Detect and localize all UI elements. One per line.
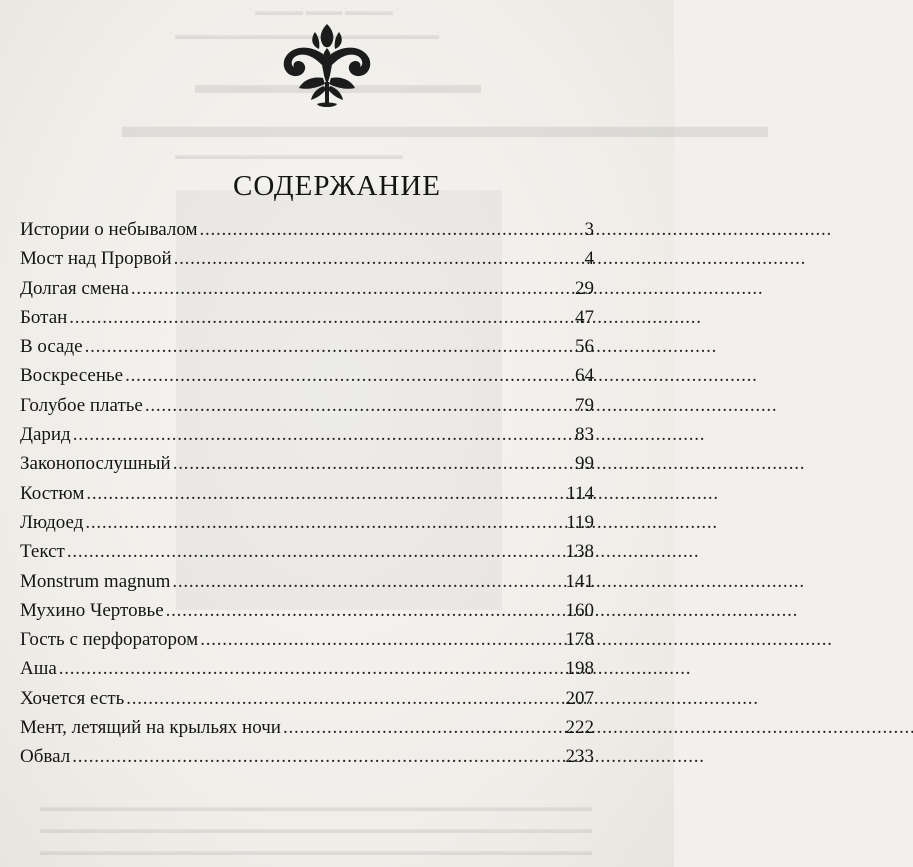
toc-entry-page-number: 141 [565, 570, 594, 592]
toc-entry-page-number: 233 [565, 746, 594, 768]
page-title: СОДЕРЖАНИЕ [233, 170, 441, 202]
toc-entry-title: Мухино Чертовье [20, 599, 164, 621]
toc-entry-title: Людоед [20, 511, 84, 533]
toc-dot-leader [166, 600, 563, 622]
bleed-through-line: ▬▬▬▬▬▬▬▬▬▬▬▬▬▬▬▬▬▬▬▬▬▬▬▬▬▬▬▬▬▬▬▬▬▬▬▬▬▬▬▬▬▬▬▬▬▬ [40, 800, 592, 814]
toc-dot-leader [125, 365, 572, 387]
toc-entry-title: Голубое платье [20, 394, 143, 416]
toc-entry [20, 395, 594, 424]
toc-entry [20, 248, 594, 277]
bleed-through-line: ▬▬▬▬▬▬▬▬▬▬▬▬▬▬▬▬▬▬▬▬▬▬ [175, 28, 439, 42]
toc-dot-leader [73, 424, 572, 446]
toc-entry [20, 746, 594, 775]
toc-entry-title: Хочется есть [20, 687, 125, 709]
toc-entry-title: Долгая смена [20, 277, 129, 299]
toc-entry [20, 453, 594, 482]
toc-entry [20, 512, 594, 541]
toc-entry-title: Законопослушный [20, 453, 171, 475]
bleed-through-line: ▬▬▬▬▬▬▬▬▬▬▬▬▬▬▬▬▬▬▬▬▬▬▬▬▬▬▬▬▬▬▬▬▬▬▬▬▬▬▬▬▬▬▬▬▬▬ [40, 822, 592, 836]
bleed-through-line: ▬▬▬▬▬▬▬▬▬▬▬▬▬▬▬▬▬▬▬ [122, 108, 768, 145]
toc-entry-page-number: 99 [575, 453, 594, 475]
toc-entry-title: Monstrum magnum [20, 570, 171, 592]
toc-dot-leader [59, 658, 563, 680]
toc-entry-page-number: 83 [575, 424, 594, 446]
toc-entry-title: Обвал [20, 746, 71, 768]
toc-entry [20, 424, 594, 453]
toc-dot-leader [72, 746, 562, 768]
toc-entry [20, 365, 594, 394]
toc-dot-leader [131, 278, 572, 300]
toc-dot-leader [200, 219, 582, 241]
toc-entry-page-number: 160 [565, 599, 594, 621]
toc-entry [20, 307, 594, 336]
toc-entry-title: Воскресенье [20, 365, 124, 387]
toc-entry-page-number: 198 [565, 658, 594, 680]
toc-entry-title: Текст [20, 541, 65, 563]
bleed-through-line: ▬▬▬▬▬▬▬▬▬▬▬▬▬▬▬▬▬▬▬▬▬▬▬▬▬▬▬▬▬▬▬▬▬▬▬▬▬▬▬▬▬▬▬▬▬▬ [40, 844, 592, 858]
toc-entry-title: Мент, летящий на крыльях ночи [20, 717, 281, 739]
toc-dot-leader [126, 688, 562, 710]
toc-entry-page-number: 3 [584, 219, 594, 240]
toc-entry-title: Ботан [20, 306, 68, 328]
toc-entry [20, 688, 594, 717]
toc-entry [20, 717, 594, 746]
bleed-through-line: ▬▬▬▬▬▬▬▬▬▬▬▬▬▬▬▬▬▬▬ [175, 148, 403, 162]
toc-entry [20, 571, 594, 600]
toc-entry-title: Аша [20, 658, 57, 680]
toc-entry-page-number: 178 [565, 629, 594, 651]
toc-entry-title: Истории о небывалом [20, 219, 198, 240]
toc-dot-leader [145, 395, 572, 417]
toc-dot-leader [283, 717, 563, 739]
toc-entry-page-number: 207 [565, 687, 594, 709]
toc-entry-title: В осаде [20, 336, 83, 358]
toc-dot-leader [85, 512, 563, 534]
toc-entry [20, 483, 594, 512]
floral-ornament-icon [279, 22, 375, 110]
toc-entry-page-number: 56 [575, 336, 594, 358]
toc-dot-leader [200, 629, 562, 651]
toc-entry-title: Дарид [20, 424, 71, 446]
toc-entry-page-number: 29 [575, 277, 594, 299]
toc-entry [20, 219, 594, 248]
toc-entry-page-number: 114 [566, 482, 594, 504]
toc-entry [20, 600, 594, 629]
toc-entry [20, 336, 594, 365]
toc-dot-leader [69, 307, 572, 329]
toc-dot-leader [85, 336, 572, 358]
table-of-contents [20, 219, 594, 776]
toc-dot-leader [86, 483, 563, 505]
toc-dot-leader [173, 453, 572, 475]
toc-entry-page-number: 64 [575, 365, 594, 387]
toc-dot-leader [172, 571, 562, 593]
toc-entry [20, 541, 594, 570]
toc-entry [20, 658, 594, 687]
toc-entry [20, 629, 594, 658]
toc-entry-page-number: 79 [575, 394, 594, 416]
toc-entry-title: Мост над Прорвой [20, 248, 172, 270]
toc-entry-title: Костюм [20, 482, 85, 504]
toc-dot-leader [67, 541, 563, 563]
bleed-through-line: ▬▬▬▬ ▬▬▬ ▬▬▬▬ [255, 4, 393, 18]
toc-entry-page-number: 138 [565, 541, 594, 563]
toc-entry [20, 278, 594, 307]
toc-entry-page-number: 47 [575, 306, 594, 328]
toc-dot-leader [174, 248, 582, 270]
toc-entry-page-number: 4 [584, 248, 594, 270]
toc-entry-page-number: 119 [566, 511, 594, 533]
toc-entry-title: Гость с перфоратором [20, 629, 199, 651]
toc-entry-page-number: 222 [565, 717, 594, 739]
